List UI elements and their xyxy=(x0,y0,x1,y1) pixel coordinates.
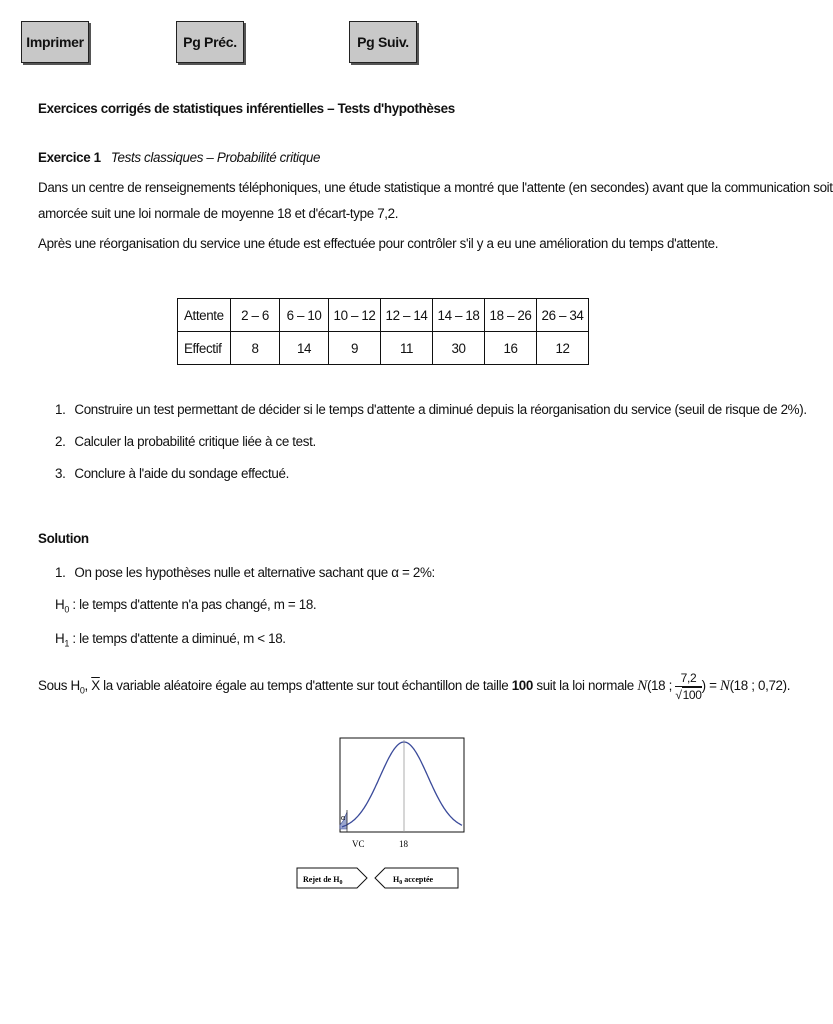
h-subscript: 1 xyxy=(64,638,69,649)
table-row xyxy=(178,332,589,365)
mean-label: 18 xyxy=(399,839,408,849)
solution-heading: Solution xyxy=(38,531,89,546)
list-item xyxy=(55,434,316,449)
table-cell: 14 – 18 xyxy=(433,299,485,332)
print-button[interactable]: Imprimer xyxy=(21,21,89,63)
xbar-symbol: $\overline{X}$ xyxy=(91,678,100,694)
data-table xyxy=(177,298,589,365)
normal-curve-figure xyxy=(295,732,475,892)
list-item xyxy=(55,402,807,417)
accept-label: $H_0$ acceptée xyxy=(393,875,434,886)
list-text: On pose les hypothèses nulle et alternative sachant que α = 2%: xyxy=(74,565,435,580)
exercise-subtitle: Tests classiques – Probabilité critique xyxy=(110,150,321,165)
exercise-heading xyxy=(38,150,320,165)
hypothesis-text: : le temps d'attente a diminué, m < 18. xyxy=(68,631,286,646)
table-cell: 12 xyxy=(537,332,589,365)
table-cell: 2 – 6 xyxy=(231,299,280,332)
table-header-cell: Effectif xyxy=(178,332,231,365)
list-number: 1. xyxy=(55,402,66,417)
list-number: 1. xyxy=(55,565,66,580)
table-cell: 26 – 34 xyxy=(537,299,589,332)
table-cell: 9 xyxy=(329,332,381,365)
list-item xyxy=(55,466,289,481)
h-symbol: H xyxy=(55,631,65,646)
table-cell: 14 xyxy=(280,332,329,365)
list-text: Construire un test permettant de décider si le temps d'attente a diminué depuis la réorganisation du service (seuil de risque de 2%). xyxy=(74,402,807,417)
alpha-label: α xyxy=(341,813,346,822)
list-text: Calculer la probabilité critique liée à ce test. xyxy=(74,434,316,449)
normal-law-symbol: N xyxy=(719,678,730,695)
paragraph-line: Dans un centre de renseignements téléphoniques, une étude statistique a montré que l'attente (en secondes) avant que la communication soit xyxy=(38,180,833,195)
h-subscript: 0 xyxy=(64,604,69,615)
sample-size: 100 xyxy=(511,678,533,694)
table-cell: 18 – 26 xyxy=(485,299,537,332)
previous-page-button[interactable]: Pg Préc. xyxy=(176,21,244,63)
table-cell: 6 – 10 xyxy=(280,299,329,332)
h-subscript: 0 xyxy=(79,685,85,696)
table-cell: 30 xyxy=(433,332,485,365)
table-cell: 8 xyxy=(231,332,280,365)
text-span: la variable aléatoire égale au temps d'attente sur tout échantillon de taille xyxy=(99,678,512,694)
distribution-statement xyxy=(38,672,790,701)
exercise-label: Exercice 1 xyxy=(38,150,101,165)
table-cell: 11 xyxy=(381,332,433,365)
fraction-denominator: √100 xyxy=(675,688,702,702)
table-header-cell: Attente xyxy=(178,299,231,332)
paragraph: Après une réorganisation du service une étude est effectuée pour contrôler s'il y a eu une amélioration du temps d'attente. xyxy=(38,236,719,251)
paragraph-line: amorcée suit une loi normale de moyenne 18 et d'écart-type 7,2. xyxy=(38,206,399,221)
plot-frame xyxy=(340,738,464,832)
hypothesis-h1 xyxy=(55,631,286,649)
table-cell: 12 – 14 xyxy=(381,299,433,332)
list-text: Conclure à l'aide du sondage effectué. xyxy=(74,466,289,481)
table-row xyxy=(178,299,589,332)
fraction xyxy=(675,672,701,701)
hypothesis-h0 xyxy=(55,597,316,615)
text-span: , xyxy=(84,678,92,694)
reject-label: Rejet de $H_0$ xyxy=(303,875,343,886)
text-span: suit la loi normale xyxy=(532,678,638,694)
text-span: Sous H xyxy=(38,678,80,694)
h-symbol: H xyxy=(55,597,65,612)
table-cell: 16 xyxy=(485,332,537,365)
table-cell: 10 – 12 xyxy=(329,299,381,332)
text-span: (18 ; 0,72). xyxy=(729,678,791,694)
list-number: 3. xyxy=(55,466,66,481)
sqrt-radicand: 100 xyxy=(682,688,702,702)
next-page-button[interactable]: Pg Suiv. xyxy=(349,21,417,63)
text-span: ) = xyxy=(701,678,720,694)
vc-label: VC xyxy=(352,839,365,849)
text-span: (18 ; xyxy=(646,678,676,694)
page-title: Exercices corrigés de statistiques inférentielles – Tests d'hypothèses xyxy=(38,101,455,116)
hypothesis-text: : le temps d'attente n'a pas changé, m = 18. xyxy=(68,597,317,612)
normal-law-symbol: N xyxy=(637,678,647,695)
list-item xyxy=(55,565,435,580)
fraction-numerator: 7,2 xyxy=(675,672,701,687)
list-number: 2. xyxy=(55,434,66,449)
